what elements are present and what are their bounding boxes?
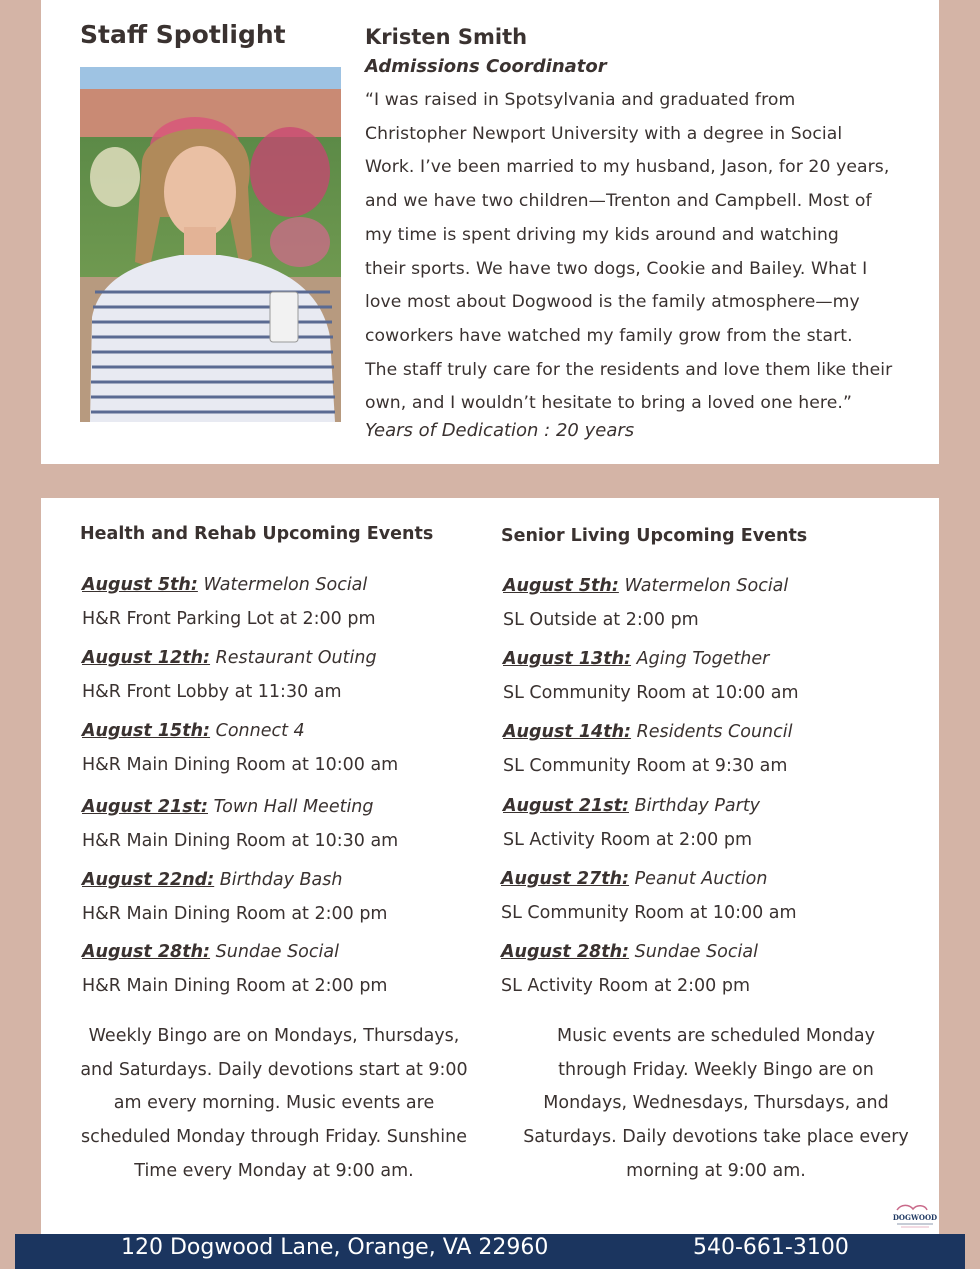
event-name: Watermelon Social [624, 576, 789, 596]
event-name: Town Hall Meeting [213, 797, 374, 817]
quote-line: coworkers have watched my family grow from the start. [365, 325, 853, 346]
sl-event [503, 569, 788, 637]
staff-name: Kristen Smith [365, 25, 528, 49]
hr-note [47, 1020, 501, 1189]
hr-event [82, 935, 387, 1003]
event-date: August 21st: [82, 797, 208, 817]
note-line: Weekly Bingo are on Mondays, Thursdays, [88, 1026, 460, 1046]
note-line: Mondays, Wednesdays, Thursdays, and [543, 1093, 889, 1114]
event-name: Residents Council [636, 722, 793, 742]
hr-events-title: Health and Rehab Upcoming Events [80, 524, 434, 544]
event-location: SL Outside at 2:00 pm [503, 610, 699, 630]
sl-event [503, 715, 793, 783]
quote-line: my time is spent driving my kids around and watching [365, 224, 839, 245]
event-name: Birthday Party [634, 796, 761, 816]
hr-event [82, 714, 398, 782]
tenure: Years of Dedication : 20 years [365, 420, 635, 441]
footer-address: 120 Dogwood Lane, Orange, VA 22960 [121, 1235, 549, 1260]
event-date: August 21st: [503, 796, 629, 816]
event-location: SL Activity Room at 2:00 pm [501, 976, 750, 996]
event-date: August 28th: [82, 942, 211, 962]
event-date: August 28th: [501, 942, 630, 962]
event-name: Peanut Auction [634, 869, 768, 889]
hr-event [82, 641, 377, 709]
quote-line: The staff truly care for the residents and love them like their [365, 359, 893, 380]
quote-line: Work. I’ve been married to my husband, Jason, for 20 years, [365, 157, 890, 178]
event-date: August 15th: [82, 721, 211, 741]
note-line: through Friday. Weekly Bingo are on [558, 1059, 874, 1080]
events-panel [41, 498, 939, 1234]
event-date: August 14th: [503, 722, 632, 742]
sl-event [501, 862, 797, 930]
event-location: SL Community Room at 9:30 am [503, 756, 788, 776]
event-location: H&R Main Dining Room at 2:00 pm [82, 976, 388, 996]
event-location: SL Community Room at 10:00 am [503, 683, 799, 703]
quote-line: their sports. We have two dogs, Cookie and Bailey. What I [365, 258, 868, 279]
note-line: morning at 9:00 am. [626, 1160, 806, 1181]
event-date: August 13th: [503, 649, 632, 669]
event-date: August 27th: [501, 869, 630, 889]
staff-photo [80, 67, 341, 422]
logo-text: DOGWOOD [892, 1213, 938, 1222]
section-title: Staff Spotlight [80, 20, 286, 49]
sl-event [503, 789, 760, 857]
quote-line: own, and I wouldn’t hesitate to bring a loved one here.” [365, 393, 852, 414]
hr-event [82, 568, 376, 636]
event-name: Sundae Social [634, 942, 758, 962]
event-date: August 5th: [503, 576, 619, 596]
event-name: Aging Together [636, 649, 770, 669]
event-location: H&R Main Dining Room at 10:30 am [82, 831, 399, 851]
event-name: Sundae Social [215, 942, 339, 962]
footer-bar [15, 1234, 965, 1269]
note-line: and Saturdays. Daily devotions start at 9:00 [80, 1059, 468, 1080]
event-location: SL Community Room at 10:00 am [501, 903, 797, 923]
event-date: August 5th: [82, 575, 198, 595]
hr-event [82, 790, 398, 858]
quote-line: Christopher Newport University with a degree in Social [365, 123, 843, 144]
sl-note [497, 1020, 935, 1189]
event-location: H&R Front Parking Lot at 2:00 pm [82, 609, 376, 629]
event-name: Restaurant Outing [215, 648, 377, 668]
sl-events-title: Senior Living Upcoming Events [501, 526, 808, 546]
staff-spotlight-panel [41, 0, 939, 464]
event-name: Watermelon Social [203, 575, 368, 595]
note-line: Saturdays. Daily devotions take place every [523, 1127, 909, 1148]
event-name: Connect 4 [215, 721, 305, 741]
note-line: am every morning. Music events are [113, 1093, 435, 1114]
event-location: SL Activity Room at 2:00 pm [503, 830, 752, 850]
note-line: Time every Monday at 9:00 am. [134, 1160, 414, 1181]
staff-role: Admissions Coordinator [365, 56, 607, 77]
event-name: Birthday Bash [219, 870, 343, 890]
event-date: August 22nd: [82, 870, 215, 890]
quote-line: “I was raised in Spotsylvania and graduated from [365, 90, 796, 110]
event-location: H&R Main Dining Room at 2:00 pm [82, 904, 388, 924]
footer-phone: 540-661-3100 [693, 1235, 849, 1260]
event-date: August 12th: [82, 648, 211, 668]
sl-event [503, 642, 799, 710]
quote-line: and we have two children—Trenton and Campbell. Most of [365, 191, 872, 212]
note-line: scheduled Monday through Friday. Sunshine [81, 1127, 467, 1148]
event-location: H&R Main Dining Room at 10:00 am [82, 755, 399, 775]
note-line: Music events are scheduled Monday [557, 1026, 875, 1046]
quote-line: love most about Dogwood is the family atmosphere—my [365, 292, 860, 313]
hr-event [82, 863, 387, 931]
dogwood-logo [889, 1200, 941, 1232]
sl-event [501, 935, 758, 1003]
staff-quote [365, 84, 945, 421]
event-location: H&R Front Lobby at 11:30 am [82, 682, 342, 702]
